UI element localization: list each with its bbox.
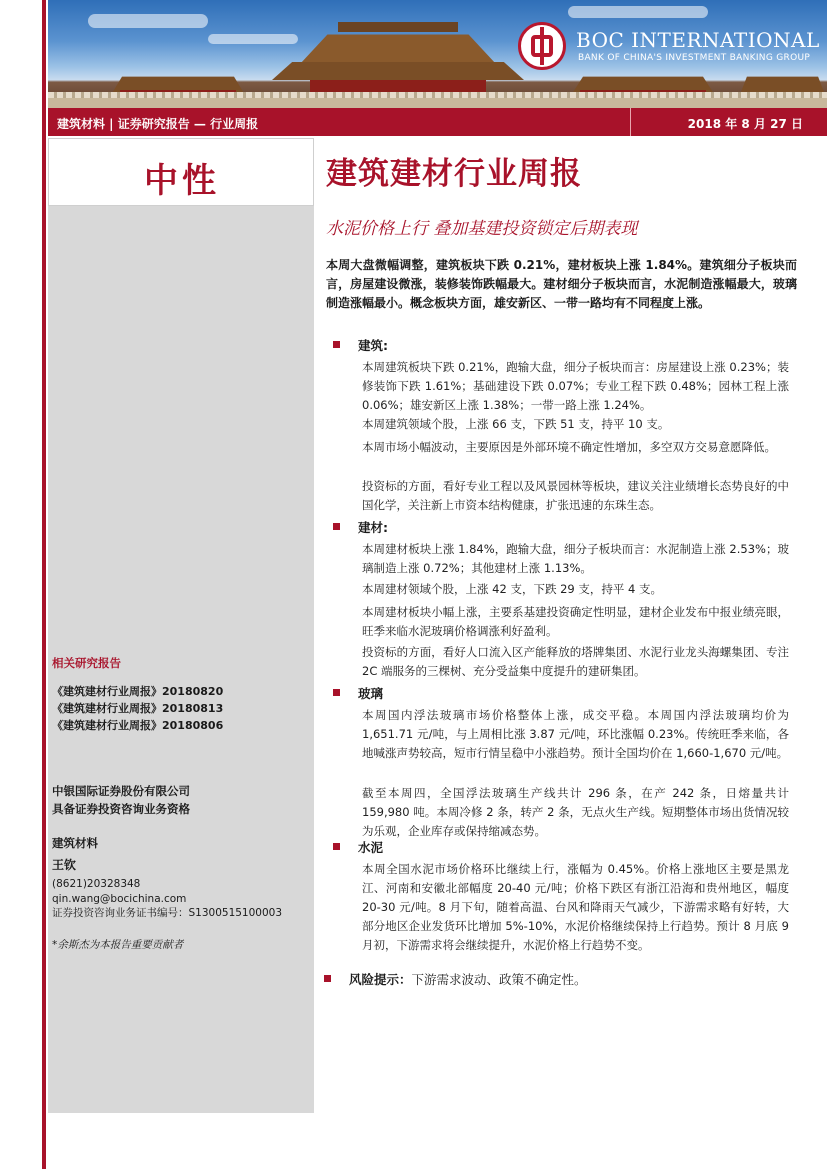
- risk-label: 风险提示：: [349, 972, 412, 987]
- paragraph: 截至本周四，全国浮法玻璃生产线共计 296 条，在产 242 条，日熔量共计 159,980 吨。本周冷修 2 条，转产 2 条，无点火生产线。短期整体市场出货情况较为乐观，企业库存或保持缩减态势。: [362, 786, 789, 838]
- cloud-shape: [208, 34, 298, 44]
- header-banner: [48, 0, 827, 108]
- analyst-email[interactable]: qin.wang@bocichina.com: [52, 892, 187, 905]
- summary-paragraph: 本周大盘微幅调整，建筑板块下跌 0.21%，建材板块上涨 1.84%。建筑细分子板块而言，房屋建设微涨，装修装饰跌幅最大。建材细分子板块而言，水泥制造涨幅最大，玻璃制造涨幅最小。概念板块方面，雄安新区、一带一路均有不同程度上涨。: [326, 258, 797, 310]
- paragraph: 投资标的方面，看好人口流入区产能释放的塔牌集团、水泥行业龙头海螺集团、专注 2C 端服务的三棵树、充分受益集中度提升的建研集团。: [362, 645, 789, 678]
- page-title: 建筑建材行业周报: [326, 156, 582, 192]
- section-heading-glass: 玻璃: [333, 684, 383, 702]
- palace-roof-ridge: [338, 22, 458, 32]
- boc-logo-icon: [518, 22, 566, 70]
- section-heading-construction: 建筑:: [333, 336, 388, 354]
- risk-text: 下游需求波动、政策不确定性。: [411, 972, 587, 987]
- company-name: 中银国际证券股份有限公司: [52, 784, 190, 798]
- palace-lower-roof: [272, 62, 524, 80]
- company-qualification: 具备证券投资咨询业务资格: [52, 802, 190, 816]
- rating-label: 中性: [144, 161, 220, 201]
- square-bullet-icon: [333, 843, 340, 850]
- square-bullet-icon: [333, 689, 340, 696]
- related-reports-heading: 相关研究报告: [52, 656, 121, 670]
- palace-main-roof: [300, 28, 496, 64]
- section-heading-building-materials: 建材:: [333, 518, 388, 536]
- paragraph: 本周建材板块上涨 1.84%，跑输大盘，细分子板块而言：水泥制造上涨 2.53%；玻璃制造上涨 0.72%；其他建材上涨 1.13%。: [362, 542, 789, 575]
- cloud-shape: [568, 6, 708, 18]
- sidebar: [48, 138, 314, 1113]
- analyst-phone: (8621)20328348: [52, 878, 141, 890]
- paragraph: 本周市场小幅波动，主要原因是外部环境不确定性增加，多空双方交易意愿降低。: [362, 440, 776, 454]
- analyst-contact: [52, 877, 282, 921]
- paragraph: 本周建筑领域个股，上涨 66 支，下跌 51 支，持平 10 支。: [362, 417, 670, 431]
- square-bullet-icon: [333, 523, 340, 530]
- page-subtitle: 水泥价格上行 叠加基建投资锁定后期表现: [326, 219, 638, 239]
- paragraph: 本周全国水泥市场价格环比继续上行，涨幅为 0.45%。价格上涨地区主要是黑龙江、河南和安徽北部幅度 20-40 元/吨；价格下跌区有浙江沿海和贵州地区，幅度 20-30 元/吨。8 月下旬，随着高温、台风和降雨天气减少，下游需求略有好转，大部分地区企业发货环比增加 5%-10%，水泥价格继续保持上行趋势。预计 8 月底 9 月初，下游需求将会继续提升，水泥价格上行趋势不变。: [362, 862, 789, 952]
- square-bullet-icon: [333, 341, 340, 348]
- left-margin-rule: [0, 0, 46, 1169]
- related-report-item[interactable]: 《建筑建材行业周报》20180806: [52, 719, 224, 732]
- related-report-item[interactable]: 《建筑建材行业周报》20180813: [52, 702, 224, 715]
- analyst-name: 王钦: [52, 858, 77, 872]
- paragraph: 本周建筑板块下跌 0.21%，跑输大盘，细分子板块而言：房屋建设上涨 0.23%；装修装饰下跌 1.61%；基础建设下跌 0.07%；专业工程下跌 0.48%；园林工程上涨 0.06%；雄安新区上涨 1.38%；一带一路上涨 1.24%。: [362, 360, 789, 412]
- paragraph: 投资标的方面，看好专业工程以及风景园林等板块，建议关注业绩增长态势良好的中国化学，关注新上市资本结构健康，扩张迅速的东珠生态。: [362, 479, 789, 512]
- bar-divider: [630, 108, 631, 136]
- analyst-license: 证券投资咨询业务证书编号：S1300515100003: [52, 907, 283, 919]
- company-info: [52, 782, 190, 818]
- square-bullet-icon: [324, 975, 331, 982]
- paragraph: 本周国内浮法玻璃市场价格整体上涨，成交平稳。本周国内浮法玻璃均价为 1,651.71 元/吨，与上周相比涨 3.87 元/吨，环比涨幅 0.23%。传统旺季来临，各地喊涨声势较高，短市行情呈稳中小涨趋势。预计全国均价在 1,660-1,670 元/吨。: [362, 708, 789, 760]
- related-reports-list: [52, 683, 223, 734]
- cloud-shape: [88, 14, 208, 28]
- report-info-bar: [48, 108, 827, 136]
- logo-name: BOC INTERNATIONAL: [576, 28, 820, 52]
- rating-box: [48, 138, 314, 206]
- contributor-note: *余斯杰为本报告重要贡献者: [52, 939, 184, 951]
- sector-label: 建筑材料: [52, 836, 98, 850]
- section-heading-cement: 水泥: [333, 838, 383, 856]
- boci-logo: [518, 20, 824, 74]
- courtyard-ground: [48, 98, 827, 108]
- report-date: 2018 年 8 月 27 日: [687, 117, 803, 131]
- logo-subtitle: BANK OF CHINA'S INVESTMENT BANKING GROUP: [578, 53, 811, 63]
- paragraph: 本周建材板块小幅上涨，主要系基建投资确定性明显，建材企业发布中报业绩亮眼，旺季来临水泥玻璃价格调涨利好盈利。: [362, 605, 789, 638]
- paragraph: 本周建材领域个股，上涨 42 支，下跌 29 支，持平 4 支。: [362, 582, 663, 596]
- related-report-item[interactable]: 《建筑建材行业周报》20180820: [52, 685, 224, 698]
- breadcrumb: 建筑材料 | 证券研究报告 — 行业周报: [57, 117, 259, 131]
- risk-warning: [324, 970, 587, 988]
